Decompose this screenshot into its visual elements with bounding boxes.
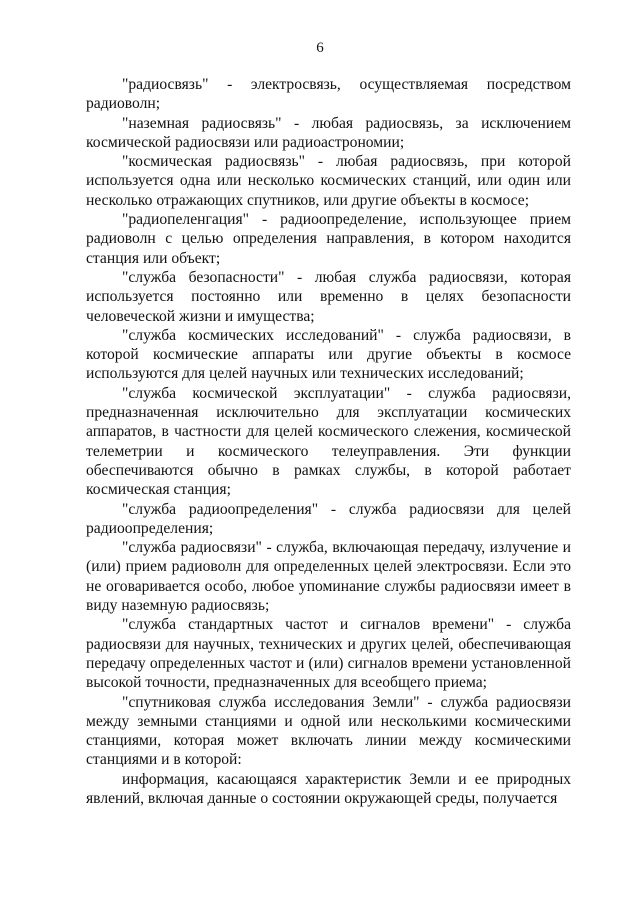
definition-paragraph: "служба стандартных частот и сигналов времени" - служба радиосвязи для научных, технических и других целей, обеспечивающая передачу определенных частот и (или) сигналов времени установленной высокой точности, предназначенных для всеобщего приема; xyxy=(86,616,571,692)
definition-paragraph: "служба безопасности" - любая служба радиосвязи, которая используется постоянно или временно в целях безопасности человеческой жизни и имущества; xyxy=(86,268,571,325)
definition-paragraph: "служба космических исследований" - служба радиосвязи, в которой космические аппараты или другие объекты в космосе используются для целей научных или технических исследований; xyxy=(86,326,571,383)
definition-paragraph: "радиосвязь" - электросвязь, осуществляемая посредством радиоволн; xyxy=(86,76,571,113)
definition-paragraph: "космическая радиосвязь" - любая радиосвязь, при которой используется одна или несколько космических станций, или один или несколько отражающих спутников, или другие объекты в космосе; xyxy=(86,153,571,209)
definition-paragraph: "наземная радиосвязь" - любая радиосвязь, за исключением космической радиосвязи или радиоастрономии; xyxy=(86,114,571,151)
continuation-paragraph: информация, касающаяся характеристик Земли и ее природных явлений, включая данные о состоянии окружающей среды, получается xyxy=(86,770,571,807)
page-number: 6 xyxy=(316,40,324,56)
definition-paragraph: "радиопеленгация" - радиоопределение, использующее прием радиоволн с целью определения направления, в котором находится станция или объект; xyxy=(86,211,571,267)
definition-paragraph: "служба радиосвязи" - служба, включающая передачу, излучение и (или) прием радиоволн для определенных целей электросвязи. Если это не оговаривается особо, любое упоминание службы радиосвязи имеет в виду наземную радиосвязь; xyxy=(86,539,571,615)
definition-paragraph: "спутниковая служба исследования Земли" - служба радиосвязи между земными станциями и одной или несколькими космическими станциями, которая может включать линии между космическими станциями и в которой: xyxy=(86,693,571,769)
document-body xyxy=(86,75,571,808)
definition-paragraph: "служба радиоопределения" - служба радиосвязи для целей радиоопределения; xyxy=(86,500,571,537)
definition-paragraph: "служба космической эксплуатации" - служба радиосвязи, предназначенная исключительно для эксплуатации космических аппаратов, в частности для целей космического слежения, космической телеметрии и космического телеуправления. Эти функции обеспечиваются обычно в рамках службы, в которой работает космическая станция; xyxy=(86,384,571,499)
